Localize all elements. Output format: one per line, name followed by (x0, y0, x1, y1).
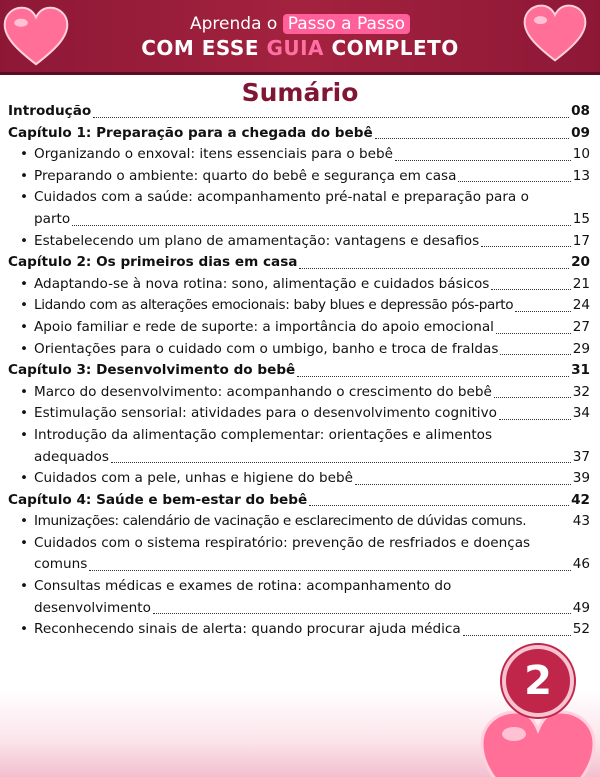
toc-item-continued[interactable]: adequados 37 (34, 448, 590, 465)
toc-item[interactable]: • Orientações para o cuidado com o umbigo, banho e troca de fraldas 29 (20, 340, 590, 357)
toc-chapter-2[interactable]: Capítulo 2: Os primeiros dias em casa 20 (8, 254, 590, 271)
page-number-badge: 2 (502, 645, 574, 717)
toc-item[interactable]: • Marco do desenvolvimento: acompanhando o crescimento do bebê 32 (20, 383, 590, 400)
header-line-1: Aprenda o Passo a Passo (0, 14, 600, 34)
toc-item[interactable]: • Organizando o enxoval: itens essenciais para o bebê 10 (20, 146, 590, 163)
toc-chapter-3[interactable]: Capítulo 3: Desenvolvimento do bebê 31 (8, 362, 590, 379)
toc-item[interactable]: • Estabelecendo um plano de amamentação: vantagens e desafios 17 (20, 232, 590, 249)
toc-item-continued[interactable]: desenvolvimento 49 (34, 599, 590, 616)
toc-item[interactable]: • Cuidados com a pele, unhas e higiene do bebê 39 (20, 470, 590, 487)
toc-chapter-4[interactable]: Capítulo 4: Saúde e bem-estar do bebê 42 (8, 491, 590, 508)
header-banner (0, 0, 600, 75)
toc-item[interactable]: • Adaptando-se à nova rotina: sono, alimentação e cuidados básicos 21 (20, 275, 590, 292)
heart-icon (522, 4, 588, 64)
toc-item[interactable]: • Preparando o ambiente: quarto do bebê e segurança em casa 13 (20, 167, 590, 184)
toc-item[interactable]: • Apoio familiar e rede de suporte: a importância do apoio emocional 27 (20, 318, 590, 335)
toc-item[interactable]: • Introdução da alimentação complementar: orientações e alimentos (20, 426, 493, 443)
page-title: Sumário (241, 78, 359, 107)
toc-chapter-1[interactable]: Capítulo 1: Preparação para a chegada do bebê 09 (8, 124, 590, 141)
header-highlight: Passo a Passo (283, 14, 410, 34)
table-of-contents (8, 101, 590, 641)
toc-item[interactable]: • Cuidados com a saúde: acompanhamento pré-natal e preparação para o (20, 189, 529, 206)
header-line-2: COM ESSE GUIA COMPLETO (141, 36, 459, 60)
toc-item[interactable]: • Reconhecendo sinais de alerta: quando procurar ajuda médica 52 (20, 621, 590, 638)
toc-item-continued[interactable]: comuns 46 (34, 556, 590, 573)
toc-item[interactable]: • Consultas médicas e exames de rotina: acompanhamento do (20, 578, 452, 595)
toc-item[interactable]: • Imunizações: calendário de vacinação e esclarecimento de dúvidas comuns. 43 (20, 513, 590, 530)
toc-intro[interactable]: Introdução 08 (8, 103, 590, 119)
toc-item[interactable]: • Cuidados com o sistema respiratório: prevenção de resfriados e doenças (20, 534, 531, 551)
toc-item[interactable]: • Lidando com as alterações emocionais: baby blues e depressão pós-parto 24 (20, 297, 590, 314)
heart-icon (478, 710, 598, 777)
toc-item-continued[interactable]: parto 15 (34, 210, 590, 227)
heart-icon (2, 6, 70, 68)
toc-item[interactable]: • Estimulação sensorial: atividades para o desenvolvimento cognitivo 34 (20, 405, 590, 422)
